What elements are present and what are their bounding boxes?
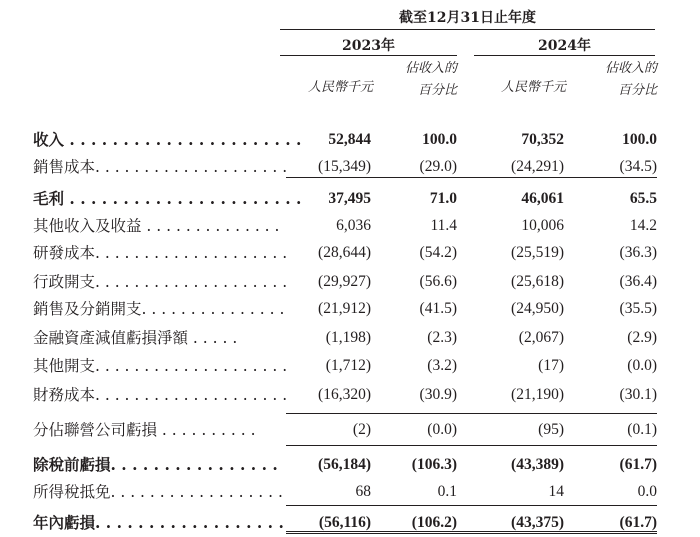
col-unit-pct-2024-line2: 百分比 bbox=[617, 83, 657, 98]
row-value: (1,712) bbox=[325, 357, 371, 374]
col-unit-pct-2023-line1: 佔收入的 bbox=[404, 61, 457, 76]
row-value: (25,618) bbox=[511, 273, 564, 290]
col-unit-rmb-2024 bbox=[462, 77, 566, 99]
row-value: 6,036 bbox=[336, 217, 371, 234]
year-2023-underline bbox=[280, 55, 457, 56]
table-row bbox=[0, 354, 700, 378]
col-unit-pct-2023-line2: 百分比 bbox=[417, 83, 457, 98]
row-label: 收入 . . . . . . . . . . . . . . . . . . . . . . bbox=[33, 130, 302, 149]
row-value: (3.2) bbox=[427, 357, 457, 374]
table-row bbox=[0, 418, 700, 442]
row-label: 分佔聯營公司虧損 . . . . . . . . . . bbox=[33, 421, 256, 439]
row-value: (56.6) bbox=[419, 273, 457, 290]
row-label: 所得稅抵免. . . . . . . . . . . . . . . . . . bbox=[33, 483, 283, 501]
table-row bbox=[0, 480, 700, 504]
row-value: 100.0 bbox=[422, 131, 457, 148]
table-row bbox=[0, 128, 700, 152]
row-value: (41.5) bbox=[419, 300, 457, 317]
row-value: (2.3) bbox=[427, 329, 457, 346]
row-value: (0.1) bbox=[627, 421, 657, 438]
row-value: (21,190) bbox=[511, 386, 564, 403]
row-value: (24,291) bbox=[511, 158, 564, 175]
row-label: 金融資產減值虧損淨額 . . . . . bbox=[33, 329, 238, 347]
table-row bbox=[0, 241, 700, 265]
col-unit-rmb-2023 bbox=[270, 77, 373, 99]
row-label: 研發成本. . . . . . . . . . . . . . . . . . . . bbox=[33, 244, 288, 262]
row-value: (61.7) bbox=[619, 514, 657, 531]
row-value: 0.0 bbox=[637, 483, 657, 500]
year-2024-underline bbox=[474, 55, 655, 56]
rule-after-finance-costs bbox=[286, 413, 657, 414]
row-value: 0.1 bbox=[437, 483, 457, 500]
row-value: 70,352 bbox=[521, 131, 564, 148]
table-row bbox=[0, 187, 700, 211]
row-value: (29.0) bbox=[419, 158, 457, 175]
row-value: (17) bbox=[538, 357, 564, 374]
row-value: (28,644) bbox=[318, 244, 371, 261]
row-value: 52,844 bbox=[328, 131, 371, 148]
row-value: (2,067) bbox=[518, 329, 564, 346]
period-header: 截至12月31日止年度 bbox=[399, 10, 536, 26]
row-label: 行政開支. . . . . . . . . . . . . . . . . . . . bbox=[33, 273, 288, 291]
row-value: (1,198) bbox=[325, 329, 371, 346]
rule-after-cost-of-sales bbox=[286, 177, 657, 178]
table-row bbox=[0, 270, 700, 294]
row-value: 100.0 bbox=[622, 131, 657, 148]
row-value: (43,389) bbox=[511, 456, 564, 473]
row-value: (106.3) bbox=[411, 456, 457, 473]
row-value: (54.2) bbox=[419, 244, 457, 261]
table-row bbox=[0, 326, 700, 350]
year-2024-header: 2024年 bbox=[538, 38, 591, 54]
row-value: (15,349) bbox=[318, 158, 371, 175]
col-unit-pct-2023 bbox=[372, 58, 457, 102]
table-row bbox=[0, 297, 700, 321]
row-label: 年內虧損. . . . . . . . . . . . . . . . . . bbox=[33, 513, 284, 532]
row-value: (36.3) bbox=[619, 244, 657, 261]
rule-after-share-of-associates bbox=[286, 445, 657, 446]
row-value: 46,061 bbox=[521, 190, 564, 207]
row-value: (43,375) bbox=[511, 514, 564, 531]
row-value: (95) bbox=[538, 421, 564, 438]
row-value: (61.7) bbox=[619, 456, 657, 473]
row-value: (25,519) bbox=[511, 244, 564, 261]
row-value: (34.5) bbox=[619, 158, 657, 175]
row-value: (30.1) bbox=[619, 386, 657, 403]
row-value: (106.2) bbox=[411, 514, 457, 531]
row-value: (35.5) bbox=[619, 300, 657, 317]
row-value: (24,950) bbox=[511, 300, 564, 317]
row-label: 銷售成本. . . . . . . . . . . . . . . . . . . . bbox=[33, 158, 288, 176]
row-value: (16,320) bbox=[318, 386, 371, 403]
rule-after-net-loss bbox=[286, 531, 657, 534]
row-value: 14 bbox=[548, 483, 564, 500]
table-row bbox=[0, 383, 700, 407]
rule-after-tax-credit bbox=[286, 505, 657, 506]
table-row bbox=[0, 214, 700, 238]
row-label: 其他收入及收益 . . . . . . . . . . . . . . bbox=[33, 217, 280, 235]
row-label: 財務成本. . . . . . . . . . . . . . . . . . . . bbox=[33, 386, 288, 404]
row-label: 除稅前虧損. . . . . . . . . . . . . . . . bbox=[33, 455, 278, 474]
row-value: 68 bbox=[355, 483, 371, 500]
row-label: 銷售及分銷開支. . . . . . . . . . . . . . . bbox=[33, 300, 285, 318]
year-2023-header: 2023年 bbox=[342, 38, 395, 54]
row-value: (0.0) bbox=[427, 421, 457, 438]
row-value: 10,006 bbox=[521, 217, 564, 234]
period-underline bbox=[280, 29, 655, 30]
row-value: 11.4 bbox=[430, 217, 457, 234]
row-value: (21,912) bbox=[318, 300, 371, 317]
row-value: (30.9) bbox=[419, 386, 457, 403]
table-row bbox=[0, 155, 700, 179]
col-unit-rmb-2023-text: 人民幣千元 bbox=[307, 80, 373, 95]
row-label: 毛利 . . . . . . . . . . . . . . . . . . . . . . bbox=[33, 189, 302, 208]
row-value: (0.0) bbox=[627, 357, 657, 374]
row-value: (2) bbox=[352, 421, 371, 438]
table-row bbox=[0, 453, 700, 477]
row-value: 14.2 bbox=[629, 217, 657, 234]
row-value: (29,927) bbox=[318, 273, 371, 290]
col-unit-rmb-2024-text: 人民幣千元 bbox=[500, 80, 566, 95]
row-value: (36.4) bbox=[619, 273, 657, 290]
row-value: (2.9) bbox=[627, 329, 657, 346]
row-label: 其他開支. . . . . . . . . . . . . . . . . . . . bbox=[33, 357, 288, 375]
col-unit-pct-2024 bbox=[566, 58, 657, 102]
row-value: (56,116) bbox=[318, 514, 371, 531]
row-value: 65.5 bbox=[629, 190, 657, 207]
row-value: 37,495 bbox=[328, 190, 371, 207]
col-unit-pct-2024-line1: 佔收入的 bbox=[604, 61, 657, 76]
row-value: (56,184) bbox=[318, 456, 371, 473]
row-value: 71.0 bbox=[429, 190, 457, 207]
